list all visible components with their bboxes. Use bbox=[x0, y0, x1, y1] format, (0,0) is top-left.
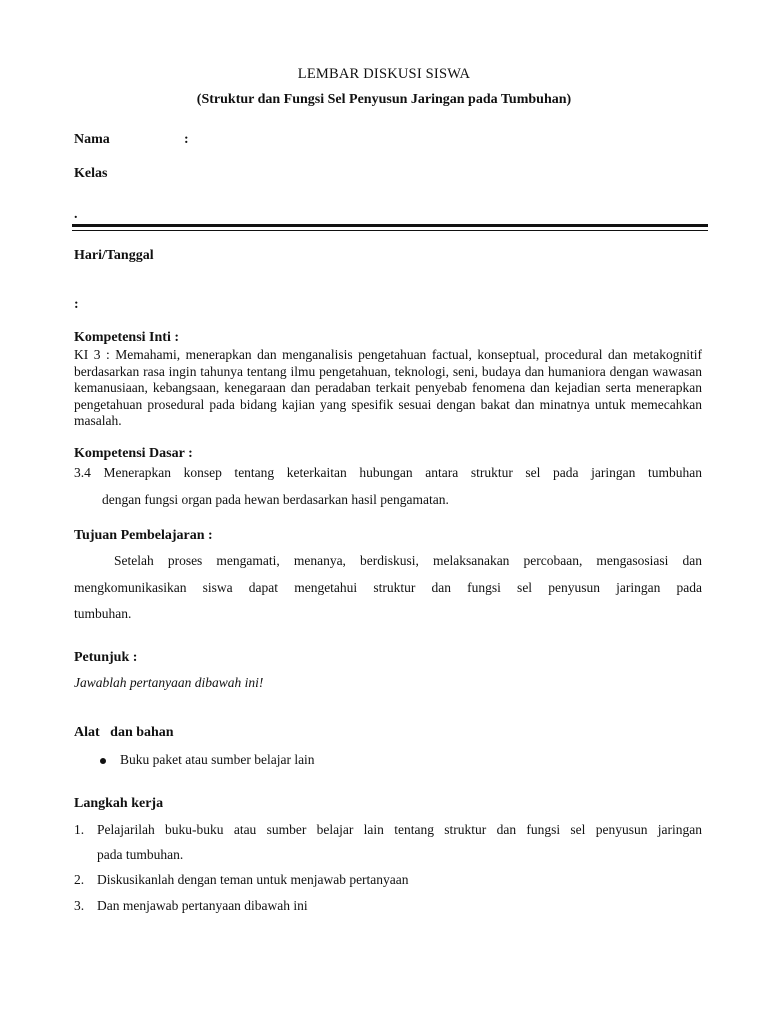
bullet-icon bbox=[100, 758, 106, 764]
tujuan-line2: mengkomunikasikan siswa dapat mengetahui struktur dan fungsi sel penyusun jaringan pada bbox=[74, 580, 702, 595]
page-subtitle: (Struktur dan Fungsi Sel Penyusun Jaringan pada Tumbuhan) bbox=[196, 92, 572, 107]
langkah-item-text: Diskusikanlah dengan teman untuk menjawab pertanyaan bbox=[97, 872, 409, 887]
thick-divider bbox=[72, 224, 708, 227]
tujuan-line3: tumbuhan. bbox=[74, 606, 132, 621]
alat-bahan-heading: Alat dan bahan bbox=[74, 725, 174, 740]
langkah-item-text: Pelajarilah buku-buku atau sumber belajar lain tentang struktur dan fungsi sel penyusun jaringan bbox=[97, 822, 702, 837]
kompetensi-dasar-line1: 3.4 Menerapkan konsep tentang keterkaitan hubungan antara struktur sel pada jaringan tumbuhan bbox=[74, 465, 702, 480]
kompetensi-inti-text: KI 3 : Memahami, menerapkan dan menganalisis pengetahuan factual, konseptual, procedural dan metakognitif berdasarkan rasa ingin tahunya tentang ilmu pengetahuan, teknologi, seni, budaya dan humaniora dengan wawasan kemanusiaan, kebangsaan, kenegaraan dan peradaban terkait penyebab fenomena dan kejadian serta menerapkan pengetahuan prosedural pada bidang kajian yang spesifik sesuai dengan bakat dan minatnya untuk memecahkan masalah. bbox=[74, 347, 702, 428]
kompetensi-inti-heading: Kompetensi Inti : bbox=[74, 330, 179, 345]
kompetensi-dasar-line2: dengan fungsi organ pada hewan berdasarkan hasil pengamatan. bbox=[102, 492, 449, 507]
kelas-dot: . bbox=[74, 207, 78, 222]
langkah-number: 1. bbox=[74, 822, 85, 837]
langkah-item-text: Dan menjawab pertanyaan dibawah ini bbox=[97, 898, 308, 913]
kelas-label: Kelas bbox=[74, 166, 108, 181]
langkah-number: 2. bbox=[74, 872, 85, 887]
langkah-kerja-heading: Langkah kerja bbox=[74, 796, 164, 811]
nama-colon: : bbox=[184, 132, 189, 147]
nama-label: Nama bbox=[74, 132, 110, 147]
langkah-number: 3. bbox=[74, 898, 85, 913]
hari-tanggal-colon: : bbox=[74, 297, 79, 312]
tujuan-heading: Tujuan Pembelajaran : bbox=[74, 528, 213, 543]
kompetensi-dasar-heading: Kompetensi Dasar : bbox=[74, 446, 193, 461]
alat-bahan-item: Buku paket atau sumber belajar lain bbox=[120, 752, 315, 767]
thin-divider bbox=[72, 230, 708, 231]
langkah-item-continuation: pada tumbuhan. bbox=[97, 847, 184, 862]
hari-tanggal-label: Hari/Tanggal bbox=[74, 248, 154, 263]
tujuan-line1: Setelah proses mengamati, menanya, berdiskusi, melaksanakan percobaan, mengasosiasi dan bbox=[114, 553, 702, 568]
petunjuk-text: Jawablah pertanyaan dibawah ini! bbox=[74, 675, 264, 690]
page-title: LEMBAR DISKUSI SISWA bbox=[297, 66, 471, 82]
petunjuk-heading: Petunjuk : bbox=[74, 650, 138, 665]
